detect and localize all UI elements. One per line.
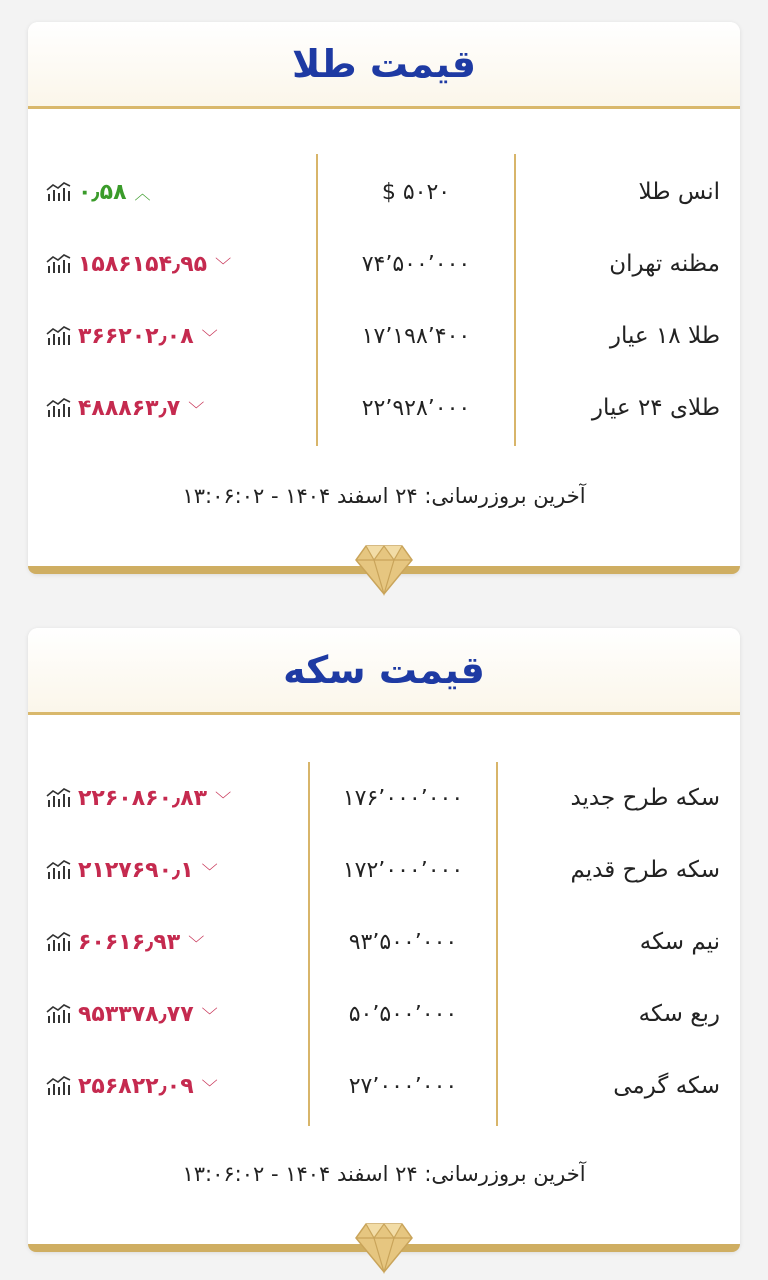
chart-bars-icon[interactable] (46, 253, 72, 275)
coin-price-table (28, 762, 740, 1126)
change-value: ۹۵۳۳۷۸٫۷۷ (78, 1001, 194, 1027)
change-value: ۰٫۵۸ (78, 179, 127, 205)
table-row[interactable] (28, 834, 740, 906)
gold-card-title: قیمت طلا (292, 42, 476, 86)
coin-price-card (28, 628, 740, 1252)
item-price: ۲۲٬۹۲۸٬۰۰۰ (361, 395, 471, 421)
table-row[interactable] (28, 978, 740, 1050)
item-name: سکه طرح قدیم (570, 857, 720, 883)
chevron-down-icon: ﹀ (201, 1077, 218, 1097)
change-value: ۴۸۸۸۶۳٫۷ (78, 395, 181, 421)
last-updated-text: آخرین بروزرسانی: ۲۴ اسفند ۱۴۰۴ - ۱۳:۰۶:۰۲ (182, 1162, 586, 1186)
item-change (46, 372, 204, 444)
change-value: ۳۶۶۲۰۲٫۰۸ (78, 323, 194, 349)
diamond-icon (354, 1220, 414, 1274)
item-name: مظنه تهران (609, 251, 720, 277)
table-row[interactable] (28, 228, 740, 300)
chevron-down-icon: ﹀ (201, 1005, 218, 1025)
table-row[interactable] (28, 1050, 740, 1122)
item-name: طلا ۱۸ عیار (609, 323, 720, 349)
change-value: ۲۱۲۷۶۹۰٫۱ (78, 857, 194, 883)
chart-bars-icon[interactable] (46, 931, 72, 953)
item-change (46, 1050, 218, 1122)
table-row[interactable] (28, 372, 740, 444)
item-price: ۱۷۲٬۰۰۰٬۰۰۰ (342, 857, 464, 883)
chevron-down-icon: ﹀ (215, 789, 232, 809)
item-price: ۷۴٬۵۰۰٬۰۰۰ (361, 251, 471, 277)
chevron-up-icon: ︿ (134, 183, 151, 203)
item-price: ۹۳٬۵۰۰٬۰۰۰ (348, 929, 458, 955)
table-row[interactable] (28, 156, 740, 228)
item-change (46, 906, 204, 978)
item-price: $ ۵۰۲۰ (381, 179, 451, 205)
item-name: انس طلا (638, 179, 720, 205)
chart-bars-icon[interactable] (46, 397, 72, 419)
coin-card-header (28, 628, 740, 715)
chevron-down-icon: ﹀ (188, 399, 205, 419)
item-name: نیم سکه (639, 929, 720, 955)
table-row[interactable] (28, 906, 740, 978)
item-change (46, 978, 218, 1050)
change-value: ۶۰۶۱۶٫۹۳ (78, 929, 181, 955)
gold-price-card (28, 22, 740, 574)
chevron-down-icon: ﹀ (201, 327, 218, 347)
item-change (46, 228, 231, 300)
change-value: ۲۵۶۸۲۲٫۰۹ (78, 1073, 194, 1099)
change-value: ۱۵۸۶۱۵۴٫۹۵ (78, 251, 208, 277)
last-updated-text: آخرین بروزرسانی: ۲۴ اسفند ۱۴۰۴ - ۱۳:۰۶:۰۲ (182, 484, 586, 508)
table-row[interactable] (28, 762, 740, 834)
item-change (46, 156, 151, 228)
chart-bars-icon[interactable] (46, 1003, 72, 1025)
item-change (46, 834, 218, 906)
item-change (46, 762, 231, 834)
table-row[interactable] (28, 300, 740, 372)
chart-bars-icon[interactable] (46, 859, 72, 881)
item-name: سکه گرمی (613, 1073, 720, 1099)
chart-bars-icon[interactable] (46, 325, 72, 347)
chevron-down-icon: ﹀ (201, 861, 218, 881)
item-name: ربع سکه (638, 1001, 720, 1027)
item-price: ۱۷٬۱۹۸٬۴۰۰ (361, 323, 471, 349)
coin-card-title: قیمت سکه (283, 648, 485, 692)
item-price: ۲۷٬۰۰۰٬۰۰۰ (348, 1073, 458, 1099)
diamond-icon (354, 542, 414, 596)
chart-bars-icon[interactable] (46, 181, 72, 203)
item-name: سکه طرح جدید (570, 785, 720, 811)
item-change (46, 300, 218, 372)
gold-card-header (28, 22, 740, 109)
gold-price-table (28, 154, 740, 446)
chevron-down-icon: ﹀ (215, 255, 232, 275)
chart-bars-icon[interactable] (46, 1075, 72, 1097)
chart-bars-icon[interactable] (46, 787, 72, 809)
chevron-down-icon: ﹀ (188, 933, 205, 953)
item-name: طلای ۲۴ عیار (591, 395, 720, 421)
item-price: ۵۰٬۵۰۰٬۰۰۰ (348, 1001, 458, 1027)
item-price: ۱۷۶٬۰۰۰٬۰۰۰ (342, 785, 464, 811)
change-value: ۲۲۶۰۸۶۰٫۸۳ (78, 785, 208, 811)
